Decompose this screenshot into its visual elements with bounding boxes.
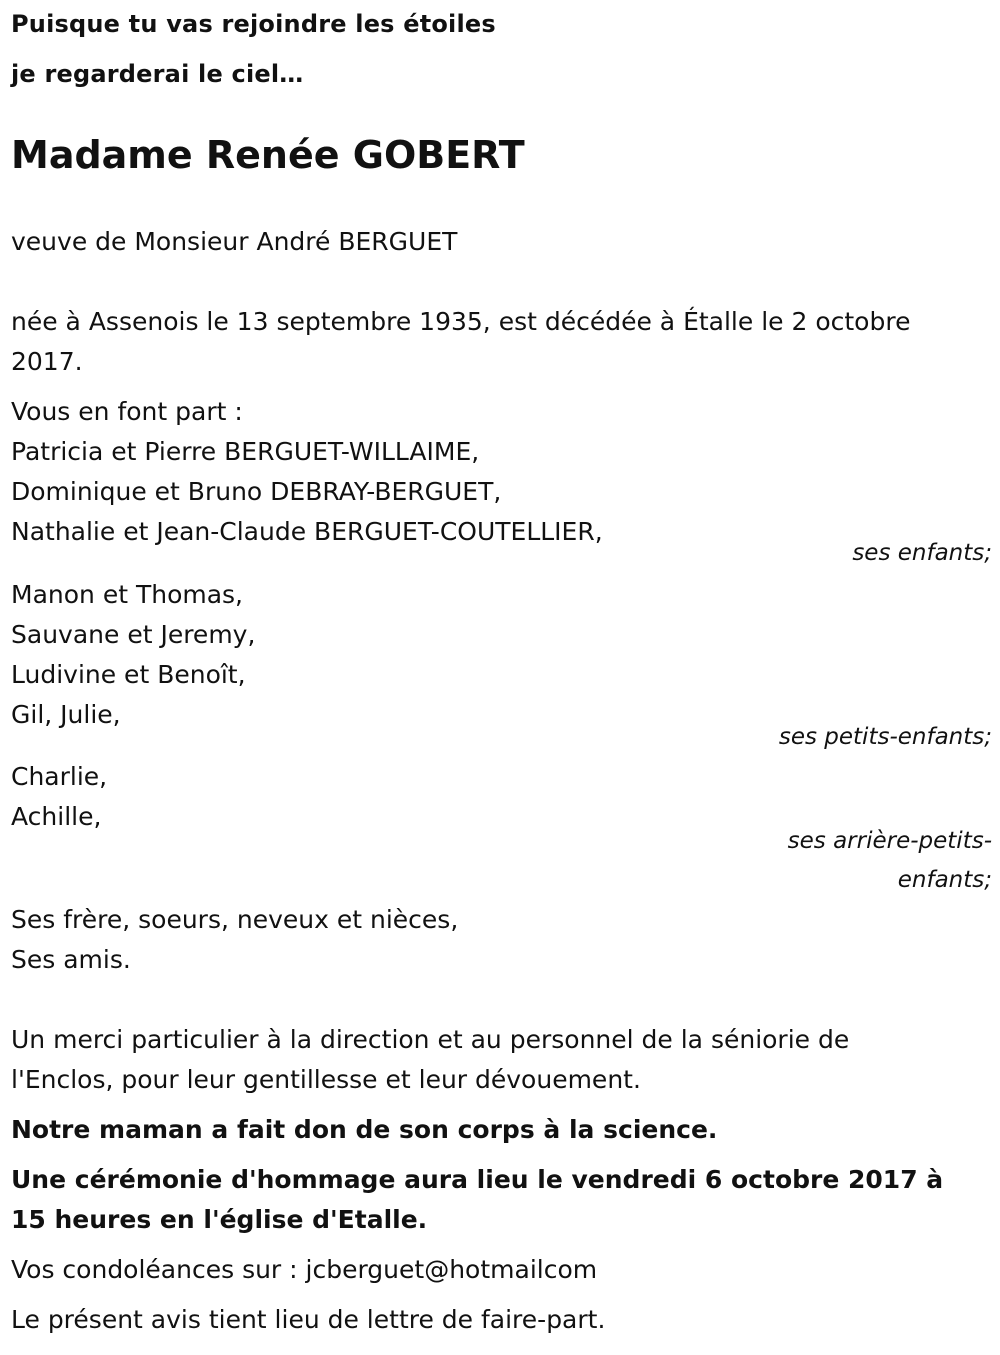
child-line: Patricia et Pierre BERGUET-WILLAIME, bbox=[11, 437, 480, 466]
child-line: Nathalie et Jean-Claude BERGUET-COUTELLIER, bbox=[11, 517, 603, 546]
ceremony-notice: Une cérémonie d'hommage aura lieu le vendredi 6 octobre 2017 à 15 heures en l'église d'Etalle. bbox=[11, 1165, 944, 1234]
great-grandchild-line: Charlie, bbox=[11, 762, 108, 791]
epigraph-line-2: je regarderai le ciel… bbox=[11, 60, 304, 88]
science-notice: Notre maman a fait don de son corps à la science. bbox=[11, 1115, 718, 1144]
grandchild-line: Ludivine et Benoît, bbox=[11, 660, 246, 689]
birth-death-statement: née à Assenois le 13 septembre 1935, est décédée à Étalle le 2 octobre 2017. bbox=[11, 307, 911, 376]
others-line: Ses amis. bbox=[11, 945, 131, 974]
condolences-email: jcberguet@hotmailcom bbox=[305, 1255, 598, 1284]
thanks-paragraph: Un merci particulier à la direction et au personnel de la séniorie de l'Enclos, pour leur gentillesse et leur dévouement. bbox=[11, 1025, 850, 1094]
great-grandchildren-label-line-2: enfants; bbox=[897, 867, 992, 893]
condolences-label: Vos condoléances sur : bbox=[11, 1255, 306, 1284]
deceased-name: Madame Renée GOBERT bbox=[11, 133, 525, 177]
grandchild-line: Gil, Julie, bbox=[11, 700, 121, 729]
grandchildren-label: ses petits-enfants; bbox=[778, 724, 992, 750]
others-line: Ses frère, soeurs, neveux et nièces, bbox=[11, 905, 459, 934]
children-label: ses enfants; bbox=[852, 540, 992, 566]
great-grandchildren-label-line-1: ses arrière-petits- bbox=[787, 828, 992, 854]
epigraph-line-1: Puisque tu vas rejoindre les étoiles bbox=[11, 10, 496, 38]
great-grandchild-line: Achille, bbox=[11, 802, 102, 831]
child-line: Dominique et Bruno DEBRAY-BERGUET, bbox=[11, 477, 502, 506]
grandchild-line: Sauvane et Jeremy, bbox=[11, 620, 256, 649]
announcement-intro: Vous en font part : bbox=[11, 397, 243, 426]
closing-statement: Le présent avis tient lieu de lettre de faire-part. bbox=[11, 1305, 606, 1334]
grandchild-line: Manon et Thomas, bbox=[11, 580, 244, 609]
widow-of: veuve de Monsieur André BERGUET bbox=[11, 227, 458, 256]
condolences-line bbox=[11, 1250, 992, 1290]
